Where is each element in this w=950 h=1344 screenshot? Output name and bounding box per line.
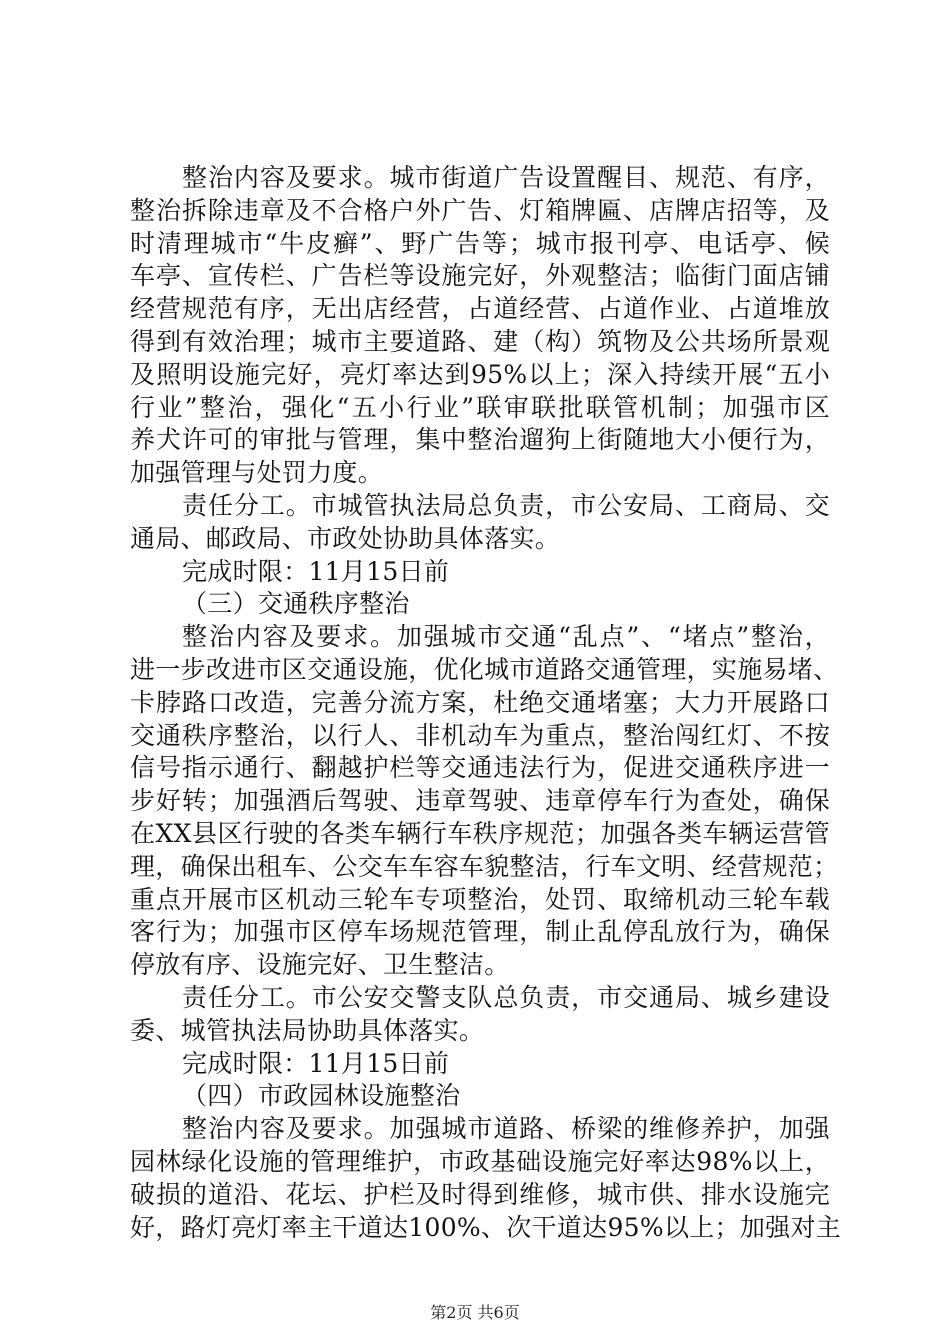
text-line: 整治拆除违章及不合格户外广告、灯箱牌匾、店牌店招等，及 [130, 195, 830, 225]
text-line: 破损的道沿、花坛、护栏及时得到维修，城市供、排水设施完 [130, 1179, 830, 1209]
text-line: 重点开展市区机动三轮车专项整治，处罚、取缔机动三轮车载 [130, 884, 830, 914]
text-line: 时清理城市“牛皮癣”、野广告等；城市报刊亭、电话亭、候 [130, 228, 830, 258]
text-line: 好，路灯亮灯率主干道达100%、次干道达95%以上；加强对主 [130, 1212, 842, 1242]
text-line: 加强管理与处罚力度。 [130, 458, 384, 488]
text-line: 卡脖路口改造，完善分流方案，杜绝交通堵塞；大力开展路口 [130, 687, 830, 717]
text-line: 园林绿化设施的管理维护，市政基础设施完好率达98%以上， [130, 1146, 830, 1176]
text-line: （四）市政园林设施整治 [182, 1081, 461, 1111]
document-body [130, 162, 842, 1244]
text-line: 委、城管执法局协助具体落实。 [130, 1015, 485, 1045]
text-line: 完成时限：11月15日前 [182, 556, 450, 586]
page-footer: 第2页 共6页 [430, 1303, 520, 1322]
text-line: 及照明设施完好，亮灯率达到95%以上；深入持续开展“五小 [130, 359, 830, 389]
text-line: 养犬许可的审批与管理，集中整治遛狗上街随地大小便行为， [130, 425, 830, 455]
text-line: 整治内容及要求。加强城市交通“乱点”、“堵点”整治， [182, 622, 830, 652]
text-line: 整治内容及要求。加强城市道路、桥梁的维修养护，加强 [182, 1114, 830, 1144]
text-line: （三）交通秩序整治 [182, 589, 410, 619]
text-line: 信号指示通行、翻越护栏等交通违法行为，促进交通秩序进一 [130, 753, 830, 783]
text-line: 经营规范有序，无出店经营，占道经营、占道作业、占道堆放 [130, 294, 830, 324]
text-line: 责任分工。市公安交警支队总负责，市交通局、城乡建设 [182, 982, 830, 1012]
text-line: 客行为；加强市区停车场规范管理，制止乱停乱放行为，确保 [130, 917, 830, 947]
text-line: 停放有序、设施完好、卫生整洁。 [130, 950, 510, 980]
text-line: 在XX县区行驶的各类车辆行车秩序规范；加强各类车辆运营管 [130, 818, 830, 848]
text-line: 进一步改进市区交通设施，优化城市道路交通管理，实施易堵、 [130, 654, 839, 684]
text-line: 责任分工。市城管执法局总负责，市公安局、工商局、交 [182, 490, 830, 520]
text-line: 车亭、宣传栏、广告栏等设施完好，外观整洁；临街门面店铺 [130, 261, 830, 291]
text-line: 交通秩序整治，以行人、非机动车为重点，整治闯红灯、不按 [130, 720, 830, 750]
text-line: 整治内容及要求。城市街道广告设置醒目、规范、有序， [182, 163, 830, 192]
text-line: 行业”整治，强化“五小行业”联审联批联管机制；加强市区 [130, 392, 830, 422]
text-line: 步好转；加强酒后驾驶、违章驾驶、违章停车行为查处，确保 [130, 786, 830, 816]
text-line: 完成时限：11月15日前 [182, 1048, 450, 1078]
text-line: 得到有效治理；城市主要道路、建（构）筑物及公共场所景观 [130, 326, 830, 356]
text-line: 通局、邮政局、市政处协助具体落实。 [130, 523, 561, 553]
text-line: 理，确保出租车、公交车车容车貌整洁，行车文明、经营规范； [130, 851, 839, 881]
